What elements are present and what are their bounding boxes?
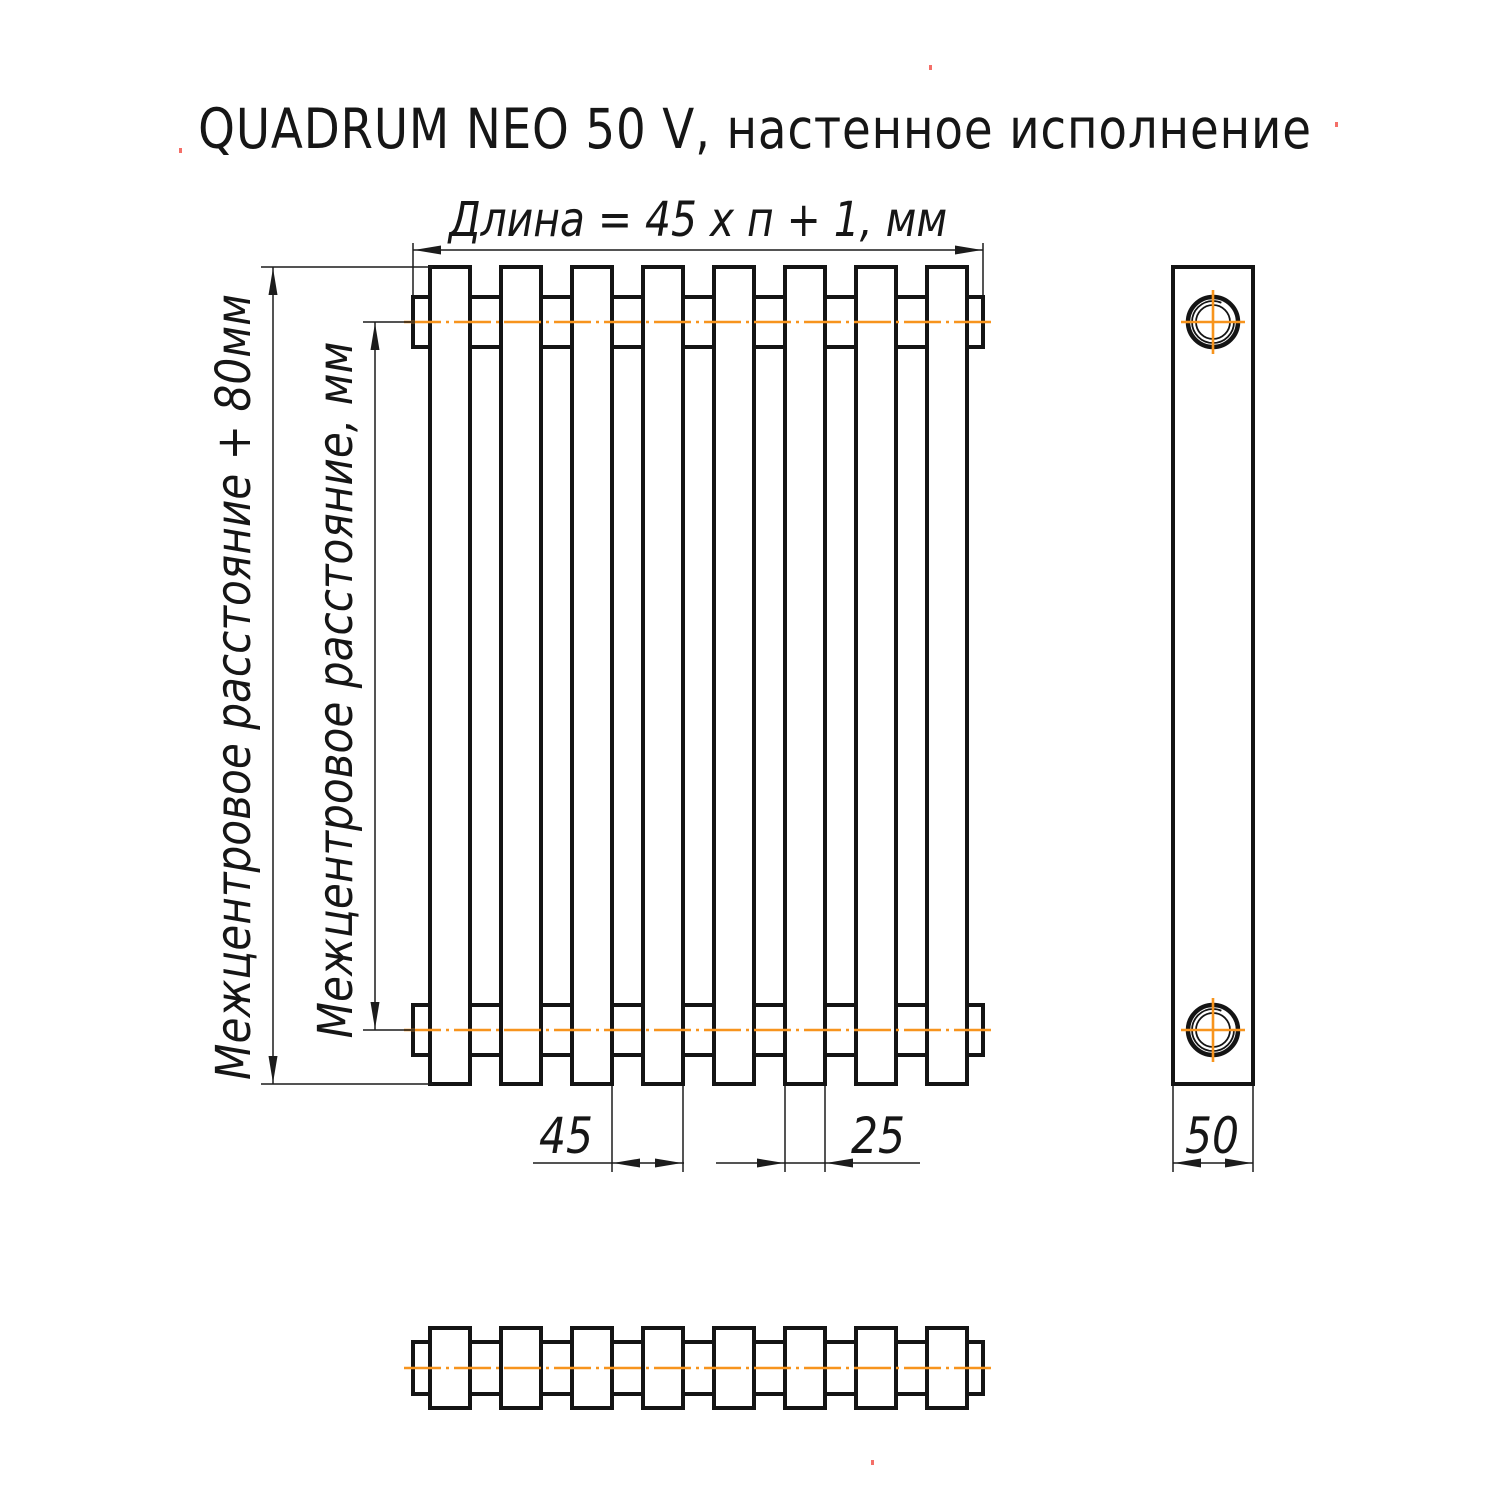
arrow-right — [655, 1159, 682, 1168]
tube-width-label: 25 — [850, 1106, 906, 1165]
dimension-pitch-45 — [533, 1086, 684, 1172]
side-profile — [1173, 267, 1253, 1084]
tube — [856, 267, 896, 1084]
tube — [430, 267, 470, 1084]
dimension-depth-50 — [1173, 1086, 1253, 1172]
plan-view — [404, 1328, 992, 1408]
arrow-down — [371, 1002, 380, 1029]
pitch-label: 45 — [538, 1106, 594, 1165]
arrow-in-left — [757, 1159, 784, 1168]
dimension-center-distance — [307, 322, 415, 1038]
tube — [501, 267, 541, 1084]
tube — [785, 267, 825, 1084]
arrow-up — [269, 268, 278, 295]
outer-height-label: Межцентровое расстояние + 80мм — [205, 294, 262, 1080]
dimension-width-25 — [716, 1086, 920, 1172]
arrow-left — [613, 1159, 640, 1168]
arrow-in-right — [826, 1159, 853, 1168]
arrow-left — [414, 246, 441, 255]
tube — [714, 267, 754, 1084]
arrow-right — [955, 246, 982, 255]
tube — [643, 267, 683, 1084]
center-distance-label: Межцентровое расстояние, мм — [307, 341, 364, 1039]
length-formula-label: Длина = 45 х п + 1, мм — [448, 191, 948, 248]
arrow-down — [269, 1056, 278, 1083]
depth-label: 50 — [1184, 1106, 1240, 1165]
tube — [927, 267, 967, 1084]
title-block — [198, 98, 1312, 162]
tube — [572, 267, 612, 1084]
side-view — [1173, 267, 1253, 1084]
front-tubes — [430, 267, 967, 1084]
arrow-up — [371, 323, 380, 350]
front-view — [404, 267, 992, 1084]
page-title: QUADRUM NEO 50 V, настенное исполнение — [198, 98, 1312, 163]
